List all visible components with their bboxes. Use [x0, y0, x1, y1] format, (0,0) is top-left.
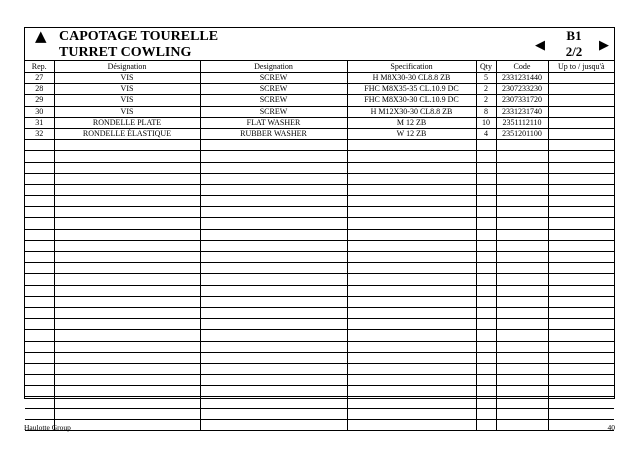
cell-code: [496, 375, 548, 386]
empty-table-row: [25, 151, 614, 162]
cell-designation-fr: [54, 184, 200, 195]
table-row: [25, 128, 614, 139]
cell-rep: [25, 229, 54, 240]
table-header-row: [25, 61, 614, 73]
cell-up-to: [548, 151, 614, 162]
cell-qty: [476, 386, 496, 397]
cell-designation-fr: [54, 307, 200, 318]
empty-table-row: [25, 140, 614, 151]
cell-up-to: [548, 173, 614, 184]
cell-code: [496, 352, 548, 363]
column-header-qty: Qty: [476, 61, 496, 73]
cell-designation-fr: [54, 151, 200, 162]
cell-rep: [25, 319, 54, 330]
cell-specification: [347, 419, 476, 430]
cell-qty: [476, 184, 496, 195]
cell-specification: [347, 184, 476, 195]
cell-up-to: [548, 252, 614, 263]
cell-qty: [476, 151, 496, 162]
cell-designation-en: [200, 184, 347, 195]
cell-code: [496, 397, 548, 408]
cell-up-to: [548, 285, 614, 296]
cell-designation-en: [200, 151, 347, 162]
cell-code: [496, 196, 548, 207]
cell-specification: FHC M8X30-30 CL.10.9 DC: [347, 95, 476, 106]
cell-specification: [347, 140, 476, 151]
cell-qty: 4: [476, 128, 496, 139]
cell-designation-fr: [54, 162, 200, 173]
cell-rep: [25, 184, 54, 195]
cell-designation-fr: [54, 386, 200, 397]
cell-qty: [476, 196, 496, 207]
cell-code: [496, 330, 548, 341]
cell-up-to: [548, 319, 614, 330]
cell-designation-en: [200, 319, 347, 330]
cell-up-to: [548, 330, 614, 341]
cell-designation-fr: RONDELLE PLATE: [54, 117, 200, 128]
empty-table-row: [25, 229, 614, 240]
cell-rep: [25, 341, 54, 352]
column-header-designation-fr: Désignation: [54, 61, 200, 73]
cell-qty: [476, 285, 496, 296]
title-english: TURRET COWLING: [59, 45, 192, 60]
cell-specification: [347, 274, 476, 285]
cell-rep: 28: [25, 84, 54, 95]
cell-specification: [347, 252, 476, 263]
cell-qty: 2: [476, 95, 496, 106]
cell-designation-en: [200, 419, 347, 430]
footer-page-number: 40: [607, 423, 615, 432]
cell-specification: [347, 229, 476, 240]
cell-code: [496, 162, 548, 173]
cell-code: [496, 252, 548, 263]
cell-specification: FHC M8X35-35 CL.10.9 DC: [347, 84, 476, 95]
cell-code: [496, 386, 548, 397]
cell-code: 2307233230: [496, 84, 548, 95]
cell-qty: [476, 341, 496, 352]
cell-code: [496, 363, 548, 374]
cell-rep: [25, 352, 54, 363]
cell-designation-en: [200, 218, 347, 229]
cell-code: [496, 207, 548, 218]
cell-code: 2331231740: [496, 106, 548, 117]
cell-designation-en: [200, 207, 347, 218]
cell-designation-en: [200, 330, 347, 341]
section-code: B1: [566, 28, 582, 43]
cell-designation-en: FLAT WASHER: [200, 117, 347, 128]
cell-qty: [476, 218, 496, 229]
cell-designation-fr: [54, 352, 200, 363]
cell-code: [496, 408, 548, 419]
cell-specification: H M8X30-30 CL8.8 ZB: [347, 73, 476, 84]
cell-code: [496, 151, 548, 162]
cell-designation-en: [200, 296, 347, 307]
cell-specification: [347, 285, 476, 296]
cell-qty: [476, 207, 496, 218]
cell-qty: [476, 296, 496, 307]
column-header-up-to: Up to / jusqu'à: [548, 61, 614, 73]
cell-rep: [25, 408, 54, 419]
cell-designation-fr: [54, 408, 200, 419]
empty-table-row: [25, 285, 614, 296]
cell-designation-fr: [54, 419, 200, 430]
cell-designation-en: SCREW: [200, 95, 347, 106]
footer-company: Haulotte Group: [24, 423, 71, 432]
cell-up-to: [548, 341, 614, 352]
cell-designation-en: [200, 162, 347, 173]
empty-table-row: [25, 196, 614, 207]
cell-qty: [476, 252, 496, 263]
cell-designation-en: [200, 140, 347, 151]
cell-qty: [476, 162, 496, 173]
cell-designation-fr: [54, 173, 200, 184]
cell-designation-en: [200, 263, 347, 274]
cell-specification: [347, 162, 476, 173]
cell-designation-en: [200, 252, 347, 263]
cell-up-to: [548, 117, 614, 128]
cell-rep: [25, 173, 54, 184]
cell-qty: [476, 330, 496, 341]
cell-rep: 30: [25, 106, 54, 117]
cell-specification: [347, 151, 476, 162]
cell-up-to: [548, 73, 614, 84]
cell-designation-fr: RONDELLE ÉLASTIQUE: [54, 128, 200, 139]
cell-qty: [476, 274, 496, 285]
parts-table: [25, 61, 614, 431]
cell-up-to: [548, 386, 614, 397]
cell-designation-fr: [54, 341, 200, 352]
cell-designation-en: [200, 240, 347, 251]
cell-designation-en: [200, 229, 347, 240]
empty-table-row: [25, 296, 614, 307]
cell-rep: [25, 207, 54, 218]
cell-qty: [476, 375, 496, 386]
empty-table-row: [25, 363, 614, 374]
cell-rep: [25, 285, 54, 296]
cell-designation-fr: [54, 296, 200, 307]
cell-rep: [25, 274, 54, 285]
cell-up-to: [548, 106, 614, 117]
cell-specification: [347, 397, 476, 408]
cell-specification: [347, 173, 476, 184]
cell-up-to: [548, 218, 614, 229]
cell-designation-fr: VIS: [54, 73, 200, 84]
empty-table-row: [25, 352, 614, 363]
cell-rep: [25, 240, 54, 251]
cell-up-to: [548, 352, 614, 363]
cell-designation-fr: [54, 240, 200, 251]
cell-designation-en: [200, 363, 347, 374]
triangle-left-icon[interactable]: ◀: [535, 38, 545, 53]
cell-designation-en: [200, 307, 347, 318]
cell-rep: [25, 263, 54, 274]
cell-designation-en: [200, 341, 347, 352]
cell-specification: [347, 352, 476, 363]
cell-designation-fr: [54, 229, 200, 240]
cell-designation-en: SCREW: [200, 106, 347, 117]
cell-qty: 5: [476, 73, 496, 84]
cell-qty: [476, 229, 496, 240]
cell-code: [496, 285, 548, 296]
empty-table-row: [25, 330, 614, 341]
cell-designation-en: SCREW: [200, 73, 347, 84]
cell-designation-fr: [54, 363, 200, 374]
cell-code: [496, 274, 548, 285]
cell-rep: [25, 140, 54, 151]
column-header-rep: Rep.: [25, 61, 54, 73]
cell-specification: [347, 375, 476, 386]
cell-rep: [25, 386, 54, 397]
cell-code: [496, 218, 548, 229]
cell-specification: [347, 307, 476, 318]
cell-specification: [347, 196, 476, 207]
cell-up-to: [548, 162, 614, 173]
cell-code: [496, 184, 548, 195]
empty-table-row: [25, 218, 614, 229]
cell-code: [496, 140, 548, 151]
cell-rep: [25, 330, 54, 341]
empty-table-row: [25, 397, 614, 408]
empty-table-row: [25, 184, 614, 195]
cell-code: [496, 319, 548, 330]
cell-designation-en: SCREW: [200, 84, 347, 95]
cell-rep: [25, 151, 54, 162]
cell-up-to: [548, 240, 614, 251]
empty-table-row: [25, 207, 614, 218]
cell-up-to: [548, 296, 614, 307]
cell-up-to: [548, 95, 614, 106]
cell-rep: 27: [25, 73, 54, 84]
cell-designation-fr: [54, 330, 200, 341]
table-row: [25, 117, 614, 128]
cell-code: 2351112110: [496, 117, 548, 128]
column-header-code: Code: [496, 61, 548, 73]
cell-rep: [25, 162, 54, 173]
cell-up-to: [548, 196, 614, 207]
cell-qty: [476, 319, 496, 330]
cell-designation-fr: VIS: [54, 84, 200, 95]
cell-specification: [347, 363, 476, 374]
cell-code: [496, 307, 548, 318]
cell-designation-en: [200, 408, 347, 419]
empty-table-row: [25, 263, 614, 274]
cell-code: [496, 419, 548, 430]
cell-code: [496, 296, 548, 307]
cell-rep: [25, 218, 54, 229]
cell-rep: [25, 397, 54, 408]
cell-designation-en: [200, 375, 347, 386]
cell-specification: H M12X30-30 CL8.8 ZB: [347, 106, 476, 117]
column-header-specification: Specification: [347, 61, 476, 73]
cell-designation-fr: [54, 285, 200, 296]
parts-list-frame: [24, 27, 615, 399]
cell-designation-en: [200, 274, 347, 285]
cell-designation-en: [200, 386, 347, 397]
triangle-right-icon[interactable]: ▶: [599, 38, 609, 53]
cell-rep: [25, 196, 54, 207]
cell-up-to: [548, 229, 614, 240]
cell-up-to: [548, 128, 614, 139]
cell-specification: [347, 218, 476, 229]
cell-qty: [476, 173, 496, 184]
cell-qty: [476, 240, 496, 251]
cell-code: 2351201100: [496, 128, 548, 139]
empty-table-row: [25, 408, 614, 419]
cell-designation-fr: [54, 140, 200, 151]
empty-table-row: [25, 419, 614, 430]
empty-table-row: [25, 274, 614, 285]
triangle-up-icon[interactable]: ▲: [35, 27, 47, 45]
cell-rep: [25, 296, 54, 307]
column-header-designation-en: Designation: [200, 61, 347, 73]
cell-rep: [25, 252, 54, 263]
cell-designation-en: [200, 196, 347, 207]
empty-table-row: [25, 386, 614, 397]
cell-up-to: [548, 307, 614, 318]
cell-designation-fr: [54, 274, 200, 285]
empty-table-row: [25, 341, 614, 352]
cell-specification: [347, 330, 476, 341]
cell-qty: [476, 263, 496, 274]
cell-code: [496, 341, 548, 352]
page-fraction: 2/2: [565, 44, 583, 59]
cell-specification: [347, 240, 476, 251]
cell-rep: 29: [25, 95, 54, 106]
empty-table-row: [25, 319, 614, 330]
cell-rep: [25, 375, 54, 386]
cell-designation-fr: VIS: [54, 95, 200, 106]
cell-specification: [347, 207, 476, 218]
cell-rep: [25, 307, 54, 318]
cell-code: 2331231440: [496, 73, 548, 84]
cell-designation-fr: VIS: [54, 106, 200, 117]
cell-designation-en: [200, 173, 347, 184]
cell-specification: [347, 341, 476, 352]
empty-table-row: [25, 307, 614, 318]
cell-up-to: [548, 274, 614, 285]
cell-qty: 10: [476, 117, 496, 128]
cell-designation-fr: [54, 263, 200, 274]
cell-up-to: [548, 184, 614, 195]
cell-qty: [476, 397, 496, 408]
cell-specification: [347, 263, 476, 274]
cell-up-to: [548, 408, 614, 419]
cell-designation-en: [200, 352, 347, 363]
cell-up-to: [548, 84, 614, 95]
cell-qty: [476, 363, 496, 374]
cell-specification: [347, 386, 476, 397]
cell-rep: [25, 363, 54, 374]
cell-code: [496, 240, 548, 251]
cell-specification: W 12 ZB: [347, 128, 476, 139]
cell-designation-en: [200, 397, 347, 408]
cell-qty: [476, 140, 496, 151]
cell-qty: 2: [476, 84, 496, 95]
cell-up-to: [548, 140, 614, 151]
cell-specification: M 12 ZB: [347, 117, 476, 128]
cell-code: [496, 229, 548, 240]
cell-rep: 32: [25, 128, 54, 139]
cell-code: 2307331720: [496, 95, 548, 106]
empty-table-row: [25, 162, 614, 173]
title-french: CAPOTAGE TOURELLE: [59, 29, 219, 44]
cell-designation-fr: [54, 319, 200, 330]
cell-qty: [476, 307, 496, 318]
cell-code: [496, 173, 548, 184]
cell-designation-fr: [54, 196, 200, 207]
cell-designation-fr: [54, 252, 200, 263]
cell-designation-en: [200, 285, 347, 296]
cell-specification: [347, 319, 476, 330]
table-row: [25, 73, 614, 84]
cell-designation-fr: [54, 397, 200, 408]
cell-qty: 8: [476, 106, 496, 117]
cell-rep: 31: [25, 117, 54, 128]
empty-table-row: [25, 240, 614, 251]
cell-designation-en: RUBBER WASHER: [200, 128, 347, 139]
cell-specification: [347, 296, 476, 307]
empty-table-row: [25, 375, 614, 386]
cell-designation-fr: [54, 218, 200, 229]
cell-up-to: [548, 375, 614, 386]
cell-up-to: [548, 263, 614, 274]
cell-qty: [476, 352, 496, 363]
cell-qty: [476, 408, 496, 419]
cell-up-to: [548, 363, 614, 374]
empty-table-row: [25, 173, 614, 184]
cell-code: [496, 263, 548, 274]
table-row: [25, 95, 614, 106]
cell-qty: [476, 419, 496, 430]
table-row: [25, 106, 614, 117]
cell-specification: [347, 408, 476, 419]
cell-up-to: [548, 397, 614, 408]
empty-table-row: [25, 252, 614, 263]
cell-designation-fr: [54, 207, 200, 218]
cell-designation-fr: [54, 375, 200, 386]
page-header: [25, 28, 614, 61]
table-row: [25, 84, 614, 95]
cell-up-to: [548, 207, 614, 218]
